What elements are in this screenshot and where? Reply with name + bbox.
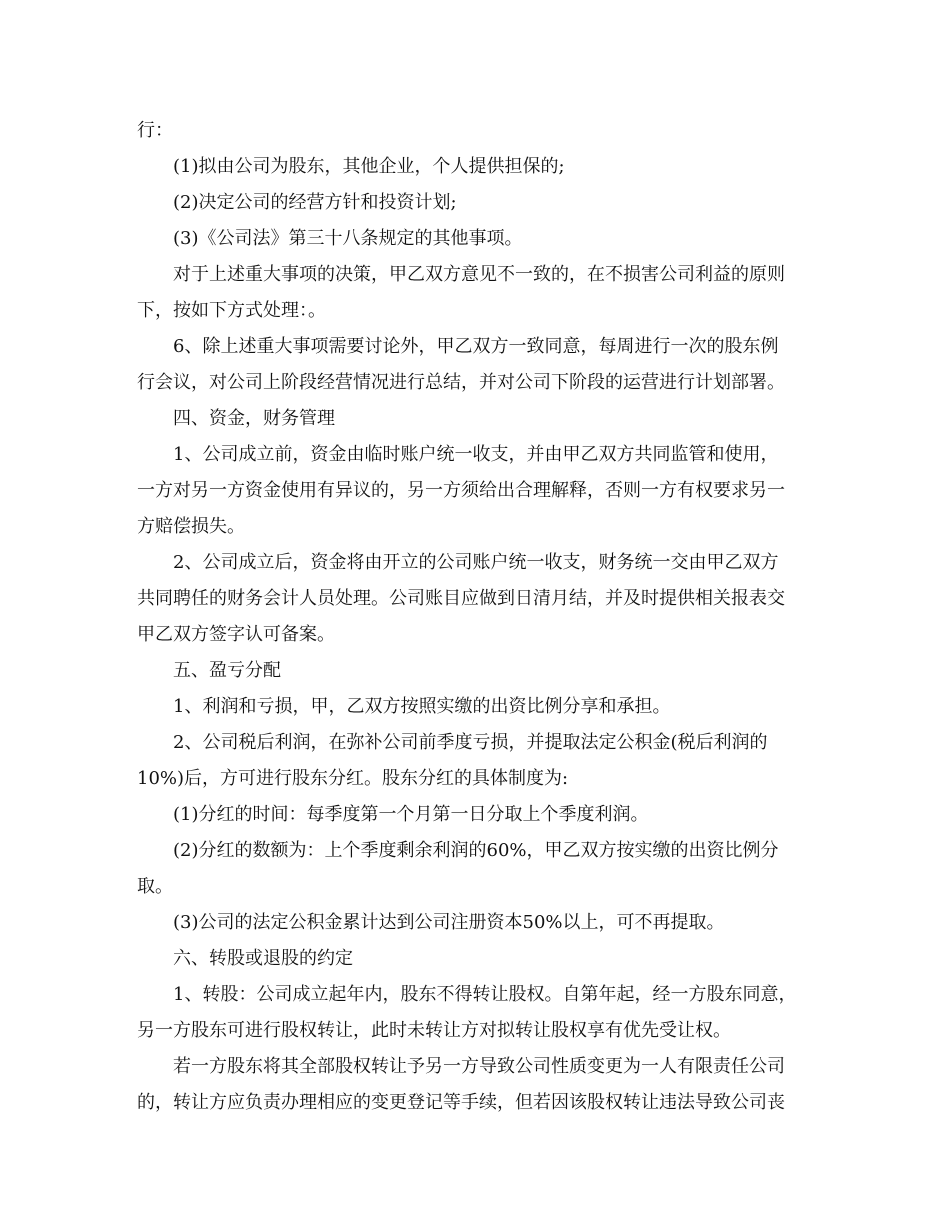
section-heading: 六、转股或退股的约定 <box>173 948 353 969</box>
text-line: 2、公司成立后，资金将由开立的公司账户统一收支，财务统一交由甲乙双方 <box>173 552 779 573</box>
text-line: 10%)后，方可进行股东分红。股东分红的具体制度为: <box>137 768 569 789</box>
text-line: (3)公司的法定公积金累计达到公司注册资本50%以上，可不再提取。 <box>173 912 725 933</box>
text-line: 若一方股东将其全部股权转让予另一方导致公司性质变更为一人有限责任公司 <box>173 1056 785 1077</box>
text-line: 2、公司税后利润，在弥补公司前季度亏损，并提取法定公积金(税后利润的 <box>173 732 768 753</box>
text-line: 行： <box>137 120 173 141</box>
text-line: 另一方股东可进行股权转让，此时未转让方对拟转让股权享有优先受让权。 <box>137 1020 731 1041</box>
document-body <box>137 113 817 1121</box>
text-line: (3)《公司法》第三十八条规定的其他事项。 <box>173 228 523 249</box>
text-line: 下，按如下方式处理：。 <box>137 300 326 321</box>
text-line: (1)拟由公司为股东，其他企业，个人提供担保的; <box>173 156 565 177</box>
section-heading: 五、盈亏分配 <box>173 660 281 681</box>
text-line: 1、公司成立前，资金由临时账户统一收支，并由甲乙双方共同监管和使用， <box>173 444 779 465</box>
text-line: (2)分红的数额为：上个季度剩余利润的60%，甲乙双方按实缴的出资比例分 <box>173 840 779 861</box>
text-line: 方赔偿损失。 <box>137 516 245 537</box>
text-line: 的，转让方应负责办理相应的变更登记等手续，但若因该股权转让违法导致公司丧 <box>137 1092 785 1113</box>
section-heading: 四、资金，财务管理 <box>173 408 335 429</box>
text-line: 行会议，对公司上阶段经营情况进行总结，并对公司下阶段的运营进行计划部署。 <box>137 372 785 393</box>
text-line: 甲乙双方签字认可备案。 <box>137 624 335 645</box>
text-line: 取。 <box>137 876 173 897</box>
text-line: 一方对另一方资金使用有异议的，另一方须给出合理解释，否则一方有权要求另一 <box>137 480 785 501</box>
text-line: 1、利润和亏损，甲，乙双方按照实缴的出资比例分享和承担。 <box>173 696 671 717</box>
text-line: 对于上述重大事项的决策，甲乙双方意见不一致的，在不损害公司利益的原则 <box>173 264 785 285</box>
text-line: 1、转股：公司成立起年内，股东不得转让股权。自第年起，经一方股东同意， <box>173 984 797 1005</box>
text-line: (2)决定公司的经营方针和投资计划; <box>173 192 457 213</box>
text-line: 共同聘任的财务会计人员处理。公司账目应做到日清月结，并及时提供相关报表交 <box>137 588 785 609</box>
text-line: 6、除上述重大事项需要讨论外，甲乙双方一致同意，每周进行一次的股东例 <box>173 336 779 357</box>
text-line: (1)分红的时间：每季度第一个月第一日分取上个季度利润。 <box>173 804 649 825</box>
